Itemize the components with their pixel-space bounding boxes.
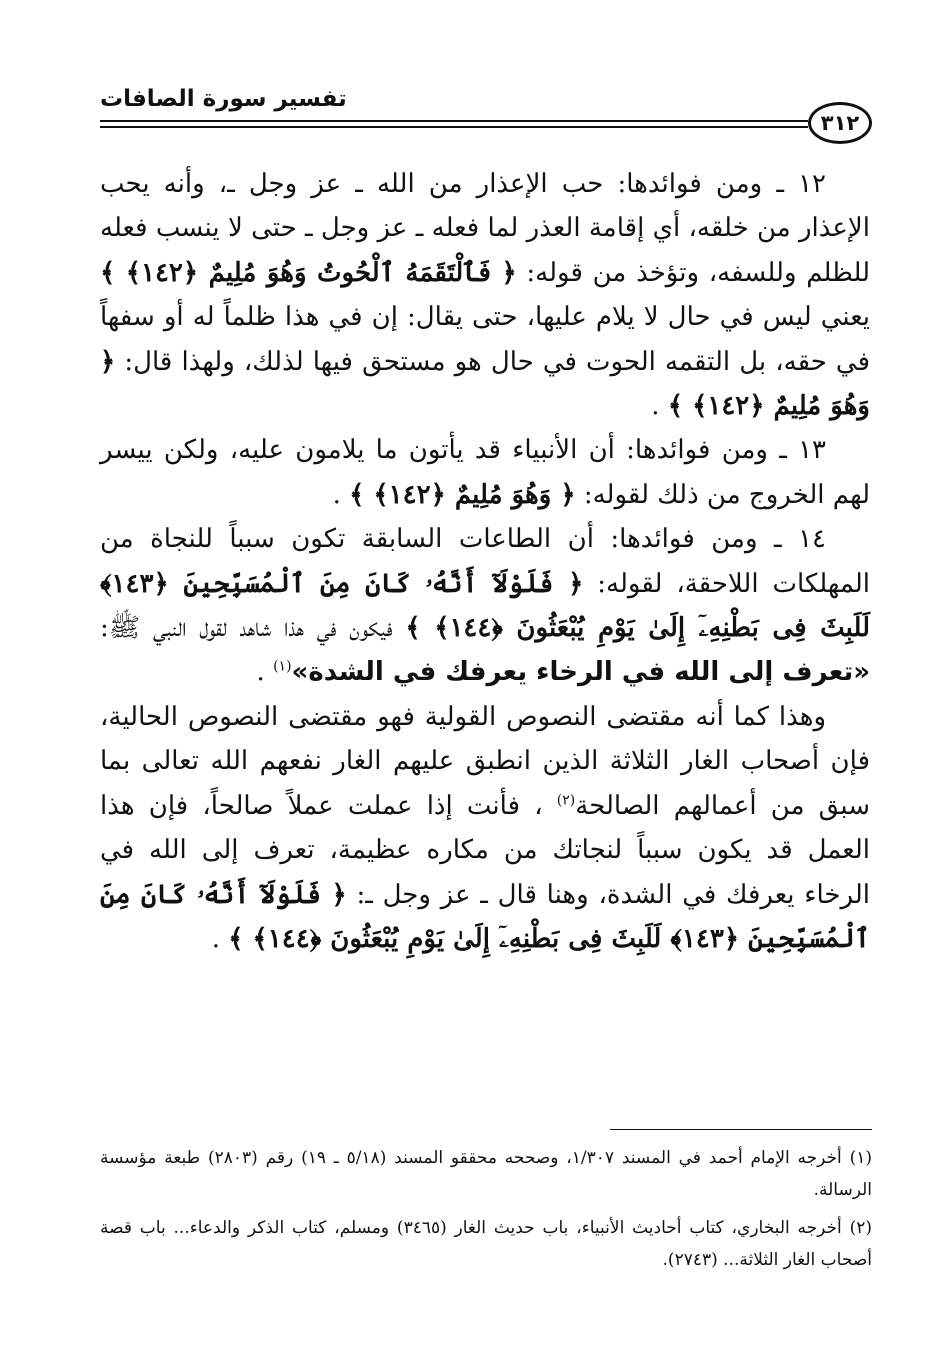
footnote-marker: (١) bbox=[273, 658, 292, 675]
quran-verse: ﴿ فَلَوْلَآ أَنَّهُۥ كَانَ مِنَ ٱلْمُسَبِّحِينَ ﴿١٤٣﴾ لَلَبِثَ فِى بَطْنِهِۦٓ إِلَىٰ يَوْمِ يُبْعَثُونَ ﴿١٤٤﴾ ﴾ bbox=[100, 879, 870, 954]
text-run: . bbox=[651, 391, 668, 422]
paragraph-benefit-14 bbox=[100, 517, 870, 695]
running-title: تفسير سورة الصافات bbox=[100, 86, 347, 112]
text-run: وهذا كما أنه مقتضى النصوص القولية فهو مقتضى النصوص الحالية، فإن أصحاب الغار الثلاثة الذين انطبق عليهم الغار نفعهم الله تعالى بما سبق من أعمالهم الصالحة bbox=[100, 701, 870, 821]
text-run: ، فأنت إذا عملت عملاً صالحاً، فإن هذا العمل قد يكون سبباً لنجاتك من مكاره عظيمة، تعرف إلى الله في الرخاء يعرفك في الشدة، وهنا قال ـ عز وجل ـ: bbox=[100, 790, 870, 910]
page-number-badge: ٣١٢ bbox=[808, 102, 872, 144]
paragraph-benefit-13 bbox=[100, 428, 870, 517]
page-header bbox=[100, 80, 872, 152]
main-text bbox=[100, 162, 870, 961]
header-rule-top bbox=[100, 120, 808, 122]
footnotes bbox=[100, 1142, 872, 1282]
text-run: . bbox=[332, 479, 350, 510]
footnote-separator bbox=[610, 1129, 872, 1130]
text-run: ١٢ ـ ومن فوائدها: حب الإعذار من الله ـ عز وجل ـ، وأنه يحب الإعذار من خلقه، أي إقامة العذر لما فعله ـ عز وجل ـ حتى لا ينسب فعله للظلم وللسفه، وتؤخذ من قوله: bbox=[100, 169, 870, 288]
text-run: ١٣ ـ ومن فوائدها: أن الأنبياء قد يأتون ما يلامون عليه، ولكن ييسر لهم الخروج من ذلك لقوله: bbox=[100, 435, 870, 510]
paragraph-benefit-12 bbox=[100, 162, 870, 428]
footnote-marker: (٢) bbox=[556, 792, 576, 809]
text-run: ١٤ ـ ومن فوائدها: أن الطاعات السابقة تكون سبباً للنجاة من المهلكات اللاحقة، لقوله: bbox=[100, 524, 870, 599]
hadith-quote: «تعرف إلى الله في الرخاء يعرفك في الشدة» bbox=[291, 657, 870, 688]
text-run: . bbox=[211, 923, 229, 954]
footnote-2: (٢) أخرجه البخاري، كتاب أحاديث الأنبياء، باب حديث الغار (٣٤٦٥) ومسلم، كتاب الذكر والدعاء... باب قصة أصحاب الغار الثلاثة... (٢٧٤٣). bbox=[100, 1218, 872, 1270]
quran-verse: ﴿ فَلَوْلَآ أَنَّهُۥ كَانَ مِنَ ٱلْمُسَبِّحِينَ ﴿١٤٣﴾ لَلَبِثَ فِى بَطْنِهِۦٓ إِلَىٰ يَوْمِ يُبْعَثُونَ ﴿١٤٤﴾ ﴾ bbox=[100, 568, 870, 644]
quran-verse: ﴿ فَٱلْتَقَمَهُ ٱلْحُوتُ وَهُوَ مُلِيمٌ ﴿١٤٢﴾ ﴾ bbox=[100, 257, 517, 288]
text-run: يعني ليس في حال لا يلام عليها، حتى يقال: إن في هذا ظلماً له أو سفهاً في حقه، بل التقمه الحوت في حال هو مستحق فيها لذلك، ولهذا قال: bbox=[100, 302, 871, 377]
text-run: فيكون في هذا شاهد لقول النبي ﷺ: bbox=[100, 613, 406, 644]
quran-verse: ﴿ وَهُوَ مُلِيمٌ ﴿١٤٢﴾ ﴾ bbox=[349, 479, 576, 510]
paragraph-explanation bbox=[100, 695, 870, 961]
footnote-1: (١) أخرجه الإمام أحمد في المسند ١/٣٠٧، وصححه محققو المسند (٥/١٨ ـ ١٩) رقم (٢٨٠٣) طبعة مؤسسة الرسالة. bbox=[100, 1148, 873, 1200]
header-rule-bottom bbox=[100, 126, 808, 128]
quran-verse: ﴿ وَهُوَ مُلِيمٌ ﴿١٤٢﴾ ﴾ bbox=[100, 346, 870, 422]
text-run: . bbox=[256, 657, 274, 688]
